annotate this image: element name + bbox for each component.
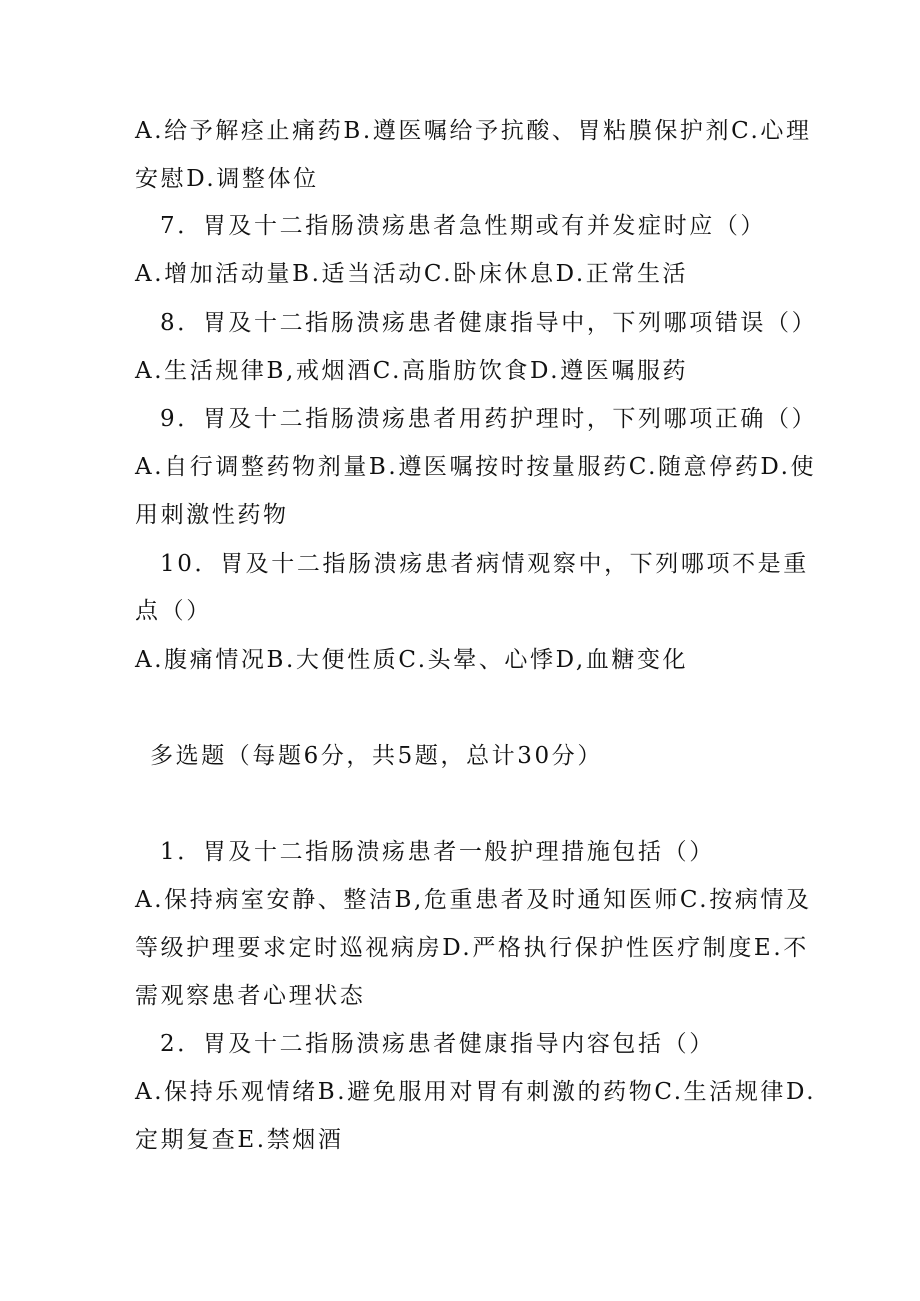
multi-question-1: 1．胃及十二指肠溃疡患者一般护理措施包括（） (160, 839, 715, 865)
section-heading-multi-choice: 多选题（每题6分，共5题，总计30分） (150, 743, 603, 769)
multi-question-1-options-cont: 等级护理要求定时巡视病房D.严格执行保护性医疗制度E.不 (135, 935, 809, 961)
question-10-options: A.腹痛情况B.大便性质C.头晕、心悸D,血糖变化 (135, 647, 689, 673)
question-10-cont: 点（） (135, 598, 212, 624)
question-9-options-cont: 用刺激性药物 (135, 502, 289, 528)
multi-question-1-options-cont: 需观察患者心理状态 (135, 983, 366, 1009)
question-9: 9．胃及十二指肠溃疡患者用药护理时，下列哪项正确（） (160, 406, 818, 432)
question-8-options: A.生活规律B,戒烟酒C.高脂肪饮食D.遵医嘱服药 (135, 358, 689, 384)
question-7-options: A.增加活动量B.适当活动C.卧床休息D.正常生活 (135, 261, 689, 287)
question-7: 7．胃及十二指肠溃疡患者急性期或有并发症时应（） (160, 213, 767, 239)
multi-question-2-options: A.保持乐观情绪B.避免服用对胃有刺激的药物C.生活规律D. (135, 1079, 817, 1105)
question-8: 8．胃及十二指肠溃疡患者健康指导中，下列哪项错误（） (160, 310, 818, 336)
multi-question-2-options-cont: 定期复查E.禁烟酒 (135, 1127, 344, 1153)
question-9-options: A.自行调整药物剂量B.遵医嘱按时按量服药C.随意停药D.使 (135, 454, 817, 480)
question-10: 10．胃及十二指肠溃疡患者病情观察中，下列哪项不是重 (160, 551, 809, 577)
multi-question-2: 2．胃及十二指肠溃疡患者健康指导内容包括（） (160, 1031, 715, 1057)
option-line: 安慰D.调整体位 (135, 166, 319, 192)
option-line: A.给予解痉止痛药B.遵医嘱给予抗酸、胃粘膜保护剂C.心理 (135, 118, 812, 144)
multi-question-1-options: A.保持病室安静、整洁B,危重患者及时通知医师C.按病情及 (135, 887, 812, 913)
